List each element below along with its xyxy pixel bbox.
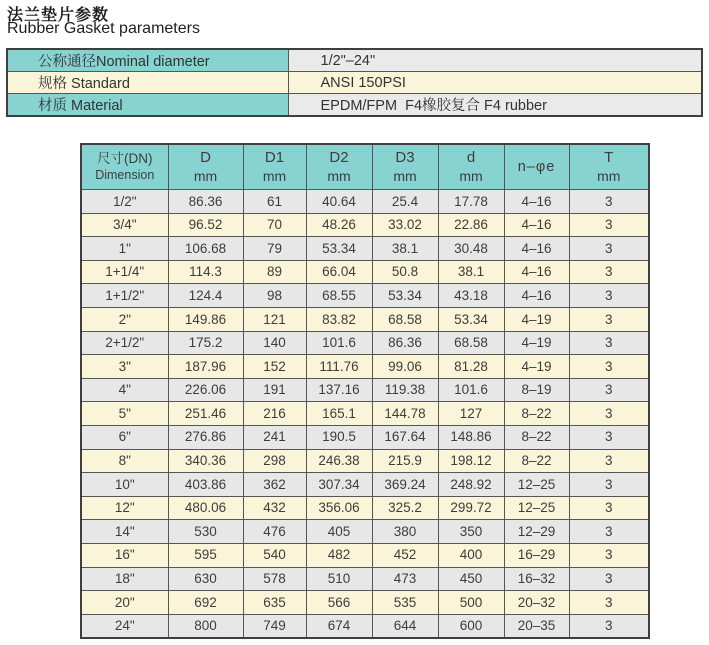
- table-cell: 167.64: [372, 425, 438, 449]
- table-cell: 53.34: [372, 284, 438, 308]
- table-cell: 3: [569, 473, 649, 497]
- table-cell: 20": [81, 591, 168, 615]
- table-cell: 540: [243, 543, 306, 567]
- table-cell: 106.68: [168, 237, 243, 261]
- table-cell: 325.2: [372, 496, 438, 520]
- table-cell: 350: [438, 520, 504, 544]
- header-cell: [438, 144, 504, 190]
- table-cell: 86.36: [372, 331, 438, 355]
- table-cell: 4": [81, 378, 168, 402]
- table-cell: 5": [81, 402, 168, 426]
- table-cell: 530: [168, 520, 243, 544]
- table-cell: 61: [243, 190, 306, 214]
- table-cell: 4–19: [504, 355, 569, 379]
- table-cell: 8–22: [504, 449, 569, 473]
- table-cell: 86.36: [168, 190, 243, 214]
- table-cell: 692: [168, 591, 243, 615]
- table-cell: 216: [243, 402, 306, 426]
- header-line1: 尺寸(DN): [97, 150, 153, 166]
- table-cell: 16–32: [504, 567, 569, 591]
- table-cell: 3: [569, 425, 649, 449]
- table-cell: 10": [81, 473, 168, 497]
- info-row: [7, 72, 702, 94]
- table-cell: 111.76: [306, 355, 372, 379]
- table-cell: 450: [438, 567, 504, 591]
- table-cell: 403.86: [168, 473, 243, 497]
- table-cell: 70: [243, 213, 306, 237]
- header-row: [81, 144, 649, 190]
- table-cell: 400: [438, 543, 504, 567]
- table-cell: 40.64: [306, 190, 372, 214]
- table-cell: 83.82: [306, 307, 372, 331]
- table-cell: 12–25: [504, 496, 569, 520]
- dimension-table-head: [81, 144, 649, 190]
- table-cell: 3/4": [81, 213, 168, 237]
- table-cell: 405: [306, 520, 372, 544]
- table-cell: 3: [569, 260, 649, 284]
- table-cell: 3: [569, 378, 649, 402]
- table-cell: 600: [438, 614, 504, 638]
- table-cell: 38.1: [372, 237, 438, 261]
- table-cell: 165.1: [306, 402, 372, 426]
- table-cell: 101.6: [438, 378, 504, 402]
- table-row: [81, 284, 649, 308]
- table-cell: 1/2": [81, 190, 168, 214]
- table-cell: 8–22: [504, 425, 569, 449]
- table-cell: 3: [569, 331, 649, 355]
- table-cell: 137.16: [306, 378, 372, 402]
- table-cell: 8–19: [504, 378, 569, 402]
- table-cell: 3: [569, 591, 649, 615]
- table-cell: 4–19: [504, 307, 569, 331]
- table-row: [81, 378, 649, 402]
- table-cell: 476: [243, 520, 306, 544]
- table-cell: 4–16: [504, 190, 569, 214]
- header-line1: D1: [264, 148, 285, 166]
- table-cell: 22.86: [438, 213, 504, 237]
- table-cell: 800: [168, 614, 243, 638]
- header-line1: T: [604, 148, 614, 166]
- table-cell: 3: [569, 496, 649, 520]
- table-cell: 241: [243, 425, 306, 449]
- header-line2: mm: [327, 167, 351, 184]
- table-cell: 674: [306, 614, 372, 638]
- table-cell: 340.36: [168, 449, 243, 473]
- table-cell: 3: [569, 213, 649, 237]
- table-cell: 24": [81, 614, 168, 638]
- table-cell: 152: [243, 355, 306, 379]
- header-cell: [243, 144, 306, 190]
- table-cell: 96.52: [168, 213, 243, 237]
- table-cell: 191: [243, 378, 306, 402]
- table-cell: 3: [569, 520, 649, 544]
- header-cell: [569, 144, 649, 190]
- table-cell: 12–29: [504, 520, 569, 544]
- table-row: [81, 307, 649, 331]
- table-cell: 18": [81, 567, 168, 591]
- table-cell: 369.24: [372, 473, 438, 497]
- header-line1: D2: [329, 148, 349, 166]
- table-cell: 3: [569, 614, 649, 638]
- table-cell: 20–35: [504, 614, 569, 638]
- header-cell: [168, 144, 243, 190]
- table-cell: 595: [168, 543, 243, 567]
- table-cell: 3": [81, 355, 168, 379]
- table-cell: 66.04: [306, 260, 372, 284]
- info-table-body: [7, 49, 702, 116]
- table-cell: 482: [306, 543, 372, 567]
- table-cell: 248.92: [438, 473, 504, 497]
- table-cell: 3: [569, 190, 649, 214]
- table-cell: 187.96: [168, 355, 243, 379]
- table-cell: 144.78: [372, 402, 438, 426]
- table-cell: 566: [306, 591, 372, 615]
- table-row: [81, 614, 649, 638]
- table-cell: 1": [81, 237, 168, 261]
- header-cell: [81, 144, 168, 190]
- table-cell: 53.34: [438, 307, 504, 331]
- table-cell: 6": [81, 425, 168, 449]
- header-line2: mm: [393, 167, 417, 184]
- table-cell: 124.4: [168, 284, 243, 308]
- table-cell: 276.86: [168, 425, 243, 449]
- table-cell: 630: [168, 567, 243, 591]
- table-cell: 356.06: [306, 496, 372, 520]
- table-cell: 8–22: [504, 402, 569, 426]
- table-cell: 2+1/2": [81, 331, 168, 355]
- table-cell: 148.86: [438, 425, 504, 449]
- table-cell: 48.26: [306, 213, 372, 237]
- table-row: [81, 473, 649, 497]
- table-row: [81, 567, 649, 591]
- header-line2: mm: [193, 167, 218, 184]
- table-row: [81, 237, 649, 261]
- info-label: 材质 Material: [7, 94, 288, 117]
- table-cell: 4–16: [504, 213, 569, 237]
- table-row: [81, 260, 649, 284]
- table-cell: 3: [569, 449, 649, 473]
- header-cell: [504, 144, 569, 190]
- table-cell: 50.8: [372, 260, 438, 284]
- table-cell: 175.2: [168, 331, 243, 355]
- table-cell: 2": [81, 307, 168, 331]
- table-cell: 30.48: [438, 237, 504, 261]
- table-cell: 140: [243, 331, 306, 355]
- header-line2: mm: [597, 167, 621, 184]
- table-cell: 3: [569, 355, 649, 379]
- table-cell: 4–16: [504, 237, 569, 261]
- info-row: [7, 94, 702, 117]
- table-cell: 25.4: [372, 190, 438, 214]
- table-cell: 16–29: [504, 543, 569, 567]
- info-value: EPDM/FPM F4橡胶复合 F4 rubber: [288, 94, 702, 117]
- table-cell: 89: [243, 260, 306, 284]
- table-cell: 307.34: [306, 473, 372, 497]
- table-cell: 198.12: [438, 449, 504, 473]
- table-cell: 114.3: [168, 260, 243, 284]
- table-cell: 79: [243, 237, 306, 261]
- table-row: [81, 213, 649, 237]
- header-cell: [372, 144, 438, 190]
- table-cell: 3: [569, 307, 649, 331]
- table-cell: 510: [306, 567, 372, 591]
- info-row: [7, 49, 702, 72]
- table-cell: 3: [569, 402, 649, 426]
- dimension-table-body: [81, 190, 649, 639]
- table-cell: 432: [243, 496, 306, 520]
- info-value: 1/2"–24": [288, 49, 702, 72]
- table-cell: 251.46: [168, 402, 243, 426]
- table-cell: 299.72: [438, 496, 504, 520]
- header-line2: mm: [262, 167, 287, 184]
- table-cell: 190.5: [306, 425, 372, 449]
- table-cell: 33.02: [372, 213, 438, 237]
- table-cell: 99.06: [372, 355, 438, 379]
- page-title-zh: 法兰垫片参数: [7, 7, 110, 24]
- header-cell: [306, 144, 372, 190]
- table-cell: 121: [243, 307, 306, 331]
- table-cell: 500: [438, 591, 504, 615]
- table-cell: 644: [372, 614, 438, 638]
- header-line2: mm: [459, 167, 483, 184]
- table-cell: 3: [569, 543, 649, 567]
- table-cell: 226.06: [168, 378, 243, 402]
- table-cell: 452: [372, 543, 438, 567]
- table-cell: 480.06: [168, 496, 243, 520]
- table-cell: 68.58: [438, 331, 504, 355]
- table-row: [81, 355, 649, 379]
- header-line1: n–φe: [517, 158, 556, 175]
- table-cell: 17.78: [438, 190, 504, 214]
- table-cell: 81.28: [438, 355, 504, 379]
- table-cell: 4–19: [504, 331, 569, 355]
- table-cell: 8": [81, 449, 168, 473]
- table-cell: 362: [243, 473, 306, 497]
- table-cell: 43.18: [438, 284, 504, 308]
- table-row: [81, 496, 649, 520]
- gasket-info-table: [6, 48, 703, 117]
- header-line2: Dimension: [95, 167, 155, 182]
- table-row: [81, 190, 649, 214]
- table-cell: 53.34: [306, 237, 372, 261]
- table-row: [81, 331, 649, 355]
- table-row: [81, 591, 649, 615]
- table-cell: 298: [243, 449, 306, 473]
- table-cell: 3: [569, 567, 649, 591]
- table-cell: 578: [243, 567, 306, 591]
- table-row: [81, 449, 649, 473]
- table-cell: 635: [243, 591, 306, 615]
- table-cell: 246.38: [306, 449, 372, 473]
- table-row: [81, 402, 649, 426]
- table-cell: 4–16: [504, 260, 569, 284]
- table-row: [81, 520, 649, 544]
- table-cell: 12–25: [504, 473, 569, 497]
- header-line1: D: [200, 148, 211, 166]
- table-cell: 380: [372, 520, 438, 544]
- info-label: 公称通径Nominal diameter: [7, 49, 288, 72]
- table-cell: 127: [438, 402, 504, 426]
- table-cell: 68.58: [372, 307, 438, 331]
- table-cell: 3: [569, 237, 649, 261]
- table-cell: 1+1/4": [81, 260, 168, 284]
- gasket-dimension-table: [80, 143, 650, 639]
- table-row: [81, 543, 649, 567]
- table-cell: 473: [372, 567, 438, 591]
- table-cell: 68.55: [306, 284, 372, 308]
- header-line1: D3: [395, 148, 415, 166]
- table-cell: 38.1: [438, 260, 504, 284]
- table-cell: 3: [569, 284, 649, 308]
- table-cell: 16": [81, 543, 168, 567]
- table-row: [81, 425, 649, 449]
- table-cell: 1+1/2": [81, 284, 168, 308]
- table-cell: 101.6: [306, 331, 372, 355]
- table-cell: 215.9: [372, 449, 438, 473]
- table-cell: 535: [372, 591, 438, 615]
- table-cell: 4–16: [504, 284, 569, 308]
- table-cell: 749: [243, 614, 306, 638]
- table-cell: 149.86: [168, 307, 243, 331]
- table-cell: 119.38: [372, 378, 438, 402]
- info-label: 规格 Standard: [7, 72, 288, 94]
- table-cell: 12": [81, 496, 168, 520]
- table-cell: 14": [81, 520, 168, 544]
- table-cell: 20–32: [504, 591, 569, 615]
- page-title-en: Rubber Gasket parameters: [7, 20, 200, 37]
- table-cell: 98: [243, 284, 306, 308]
- info-value: ANSI 150PSI: [288, 72, 702, 94]
- header-line1: d: [466, 148, 476, 166]
